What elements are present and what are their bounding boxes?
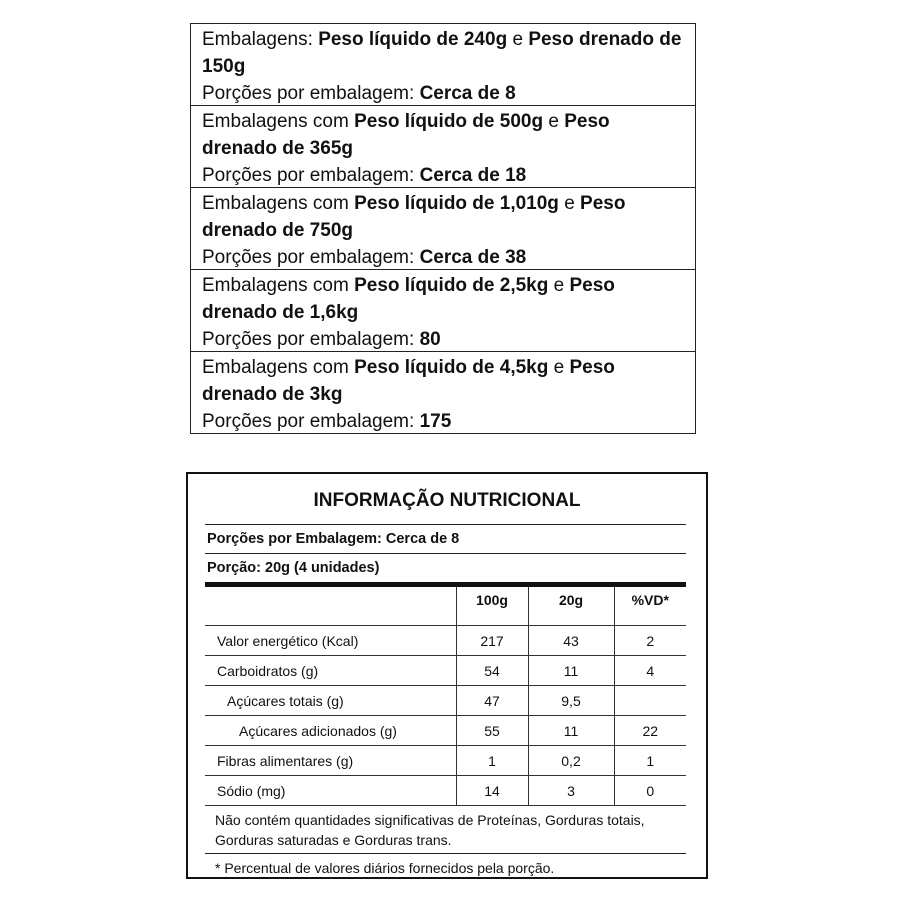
- value-portion: 11: [528, 656, 614, 686]
- net-weight: Peso líquido de 240g: [318, 29, 508, 50]
- nutrient-name: Sódio (mg): [205, 776, 456, 806]
- portions-label: Porções por embalagem:: [202, 411, 420, 432]
- nutrition-title: INFORMAÇÃO NUTRICIONAL: [313, 490, 581, 511]
- nutrient-name: Valor energético (Kcal): [205, 626, 456, 656]
- drained-weight: Peso drenado de 150g: [202, 29, 682, 77]
- packaging-conjunction: e: [543, 111, 565, 132]
- value-100g: 14: [456, 776, 528, 806]
- nutrition-table-body: [205, 626, 686, 806]
- table-row: [205, 686, 686, 716]
- portions-value: Cerca de 18: [419, 165, 527, 186]
- portions-label: Porções por embalagem:: [202, 165, 420, 186]
- value-vd: 1: [614, 746, 686, 776]
- net-weight: Peso líquido de 2,5kg: [354, 275, 549, 296]
- drained-weight: Peso drenado de 750g: [202, 193, 626, 241]
- drained-weight: Peso drenado de 365g: [202, 111, 610, 159]
- portions-value: 175: [419, 411, 452, 432]
- header-vd: %VD*: [614, 585, 686, 626]
- value-vd: 2: [614, 626, 686, 656]
- nutrition-content: [205, 524, 686, 878]
- packaging-row-500g: [191, 106, 695, 188]
- table-row: [205, 716, 686, 746]
- packaging-box: [190, 23, 696, 434]
- portions-value: Cerca de 8: [419, 83, 516, 104]
- nutrient-name: Carboidratos (g): [205, 656, 456, 686]
- nutrition-note: Não contém quantidades significativas de Proteínas, Gorduras totais, Gorduras saturadas e Gorduras trans.: [205, 806, 686, 854]
- value-vd: 0: [614, 776, 686, 806]
- packaging-row-240g: [191, 24, 695, 106]
- value-100g: 217: [456, 626, 528, 656]
- packaging-row-4-5kg: [191, 352, 695, 433]
- nutrient-name: Açúcares adicionados (g): [205, 716, 456, 746]
- packaging-conjunction: e: [507, 29, 529, 50]
- packaging-prefix: Embalagens com: [202, 357, 355, 378]
- value-100g: 1: [456, 746, 528, 776]
- drained-weight: Peso drenado de 1,6kg: [202, 275, 615, 323]
- packaging-row-2-5kg: [191, 270, 695, 352]
- value-vd: [614, 686, 686, 716]
- packaging-conjunction: e: [558, 193, 581, 214]
- header-portion: 20g: [528, 585, 614, 626]
- net-weight: Peso líquido de 4,5kg: [354, 357, 549, 378]
- value-100g: 55: [456, 716, 528, 746]
- portions-label: Porções por embalagem:: [202, 83, 420, 104]
- packaging-prefix: Embalagens com: [202, 193, 355, 214]
- value-portion: 0,2: [528, 746, 614, 776]
- packaging-prefix: Embalagens com: [202, 111, 355, 132]
- portions-label: Porções por embalagem:: [202, 329, 420, 350]
- value-100g: 47: [456, 686, 528, 716]
- header-100g: 100g: [456, 585, 528, 626]
- servings-per-package: Porções por Embalagem: Cerca de 8: [205, 524, 686, 553]
- serving-size: Porção: 20g (4 unidades): [205, 553, 686, 582]
- value-vd: 22: [614, 716, 686, 746]
- portions-value: Cerca de 38: [419, 247, 527, 268]
- drained-weight: Peso drenado de 3kg: [202, 357, 615, 405]
- portions-label: Porções por embalagem:: [202, 247, 420, 268]
- portions-value: 80: [419, 329, 441, 350]
- value-vd: 4: [614, 656, 686, 686]
- packaging-conjunction: e: [548, 275, 570, 296]
- value-portion: 43: [528, 626, 614, 656]
- packaging-conjunction: e: [548, 357, 570, 378]
- nutrition-table-header: [205, 585, 686, 626]
- value-100g: 54: [456, 656, 528, 686]
- packaging-prefix: Embalagens com: [202, 275, 355, 296]
- packaging-row-1010g: [191, 188, 695, 270]
- table-row: [205, 626, 686, 656]
- value-portion: 11: [528, 716, 614, 746]
- header-nutrient: [205, 585, 456, 626]
- net-weight: Peso líquido de 500g: [354, 111, 544, 132]
- nutrient-name: Açúcares totais (g): [205, 686, 456, 716]
- table-row: [205, 746, 686, 776]
- nutrition-facts-box: [186, 472, 708, 879]
- table-row: [205, 656, 686, 686]
- table-row: [205, 776, 686, 806]
- packaging-prefix: Embalagens:: [202, 29, 319, 50]
- net-weight: Peso líquido de 1,010g: [354, 193, 559, 214]
- value-portion: 3: [528, 776, 614, 806]
- nutrition-table: [205, 582, 686, 806]
- value-portion: 9,5: [528, 686, 614, 716]
- nutrition-footnote: * Percentual de valores diários fornecidos pela porção.: [215, 860, 555, 876]
- nutrient-name: Fibras alimentares (g): [205, 746, 456, 776]
